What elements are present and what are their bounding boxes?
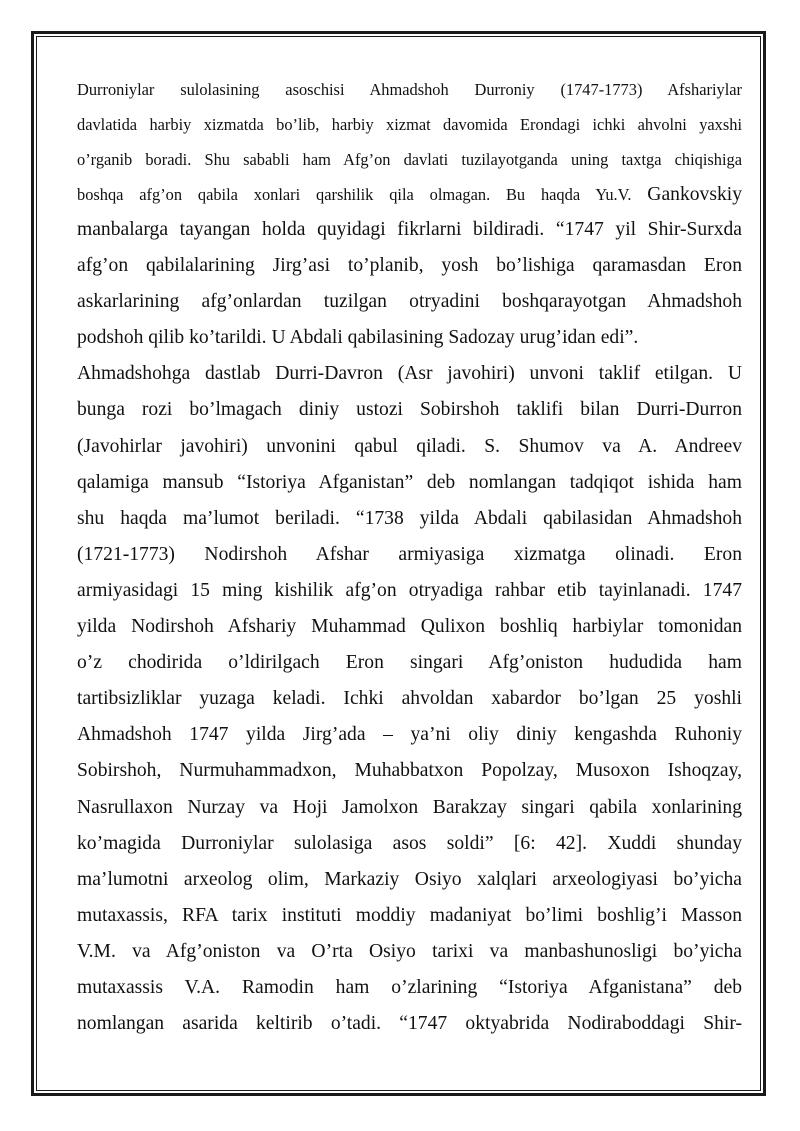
- text-line: (1721-1773) Nodirshoh Afshar armiyasiga xizmatga olinadi. Eron: [77, 543, 742, 565]
- text-line: tartibsizliklar yuzaga keladi. Ichki ahvoldan xabardor bo’lgan 25 yoshli: [77, 688, 742, 710]
- text-line: V.M. va Afg’oniston va O’rta Osiyo tarixi va manbashunosligi bo’yicha: [77, 940, 742, 962]
- text-line: qalamiga mansub “Istoriya Afganistan” deb nomlangan tadqiqot ishida ham: [77, 471, 742, 493]
- document-body: [77, 72, 742, 1042]
- text-line: mutaxassis, RFA tarix instituti moddiy madaniyat bo’limi boshlig’i Masson: [77, 904, 742, 926]
- text-run: Gankovskiy: [647, 184, 742, 205]
- text-line: ma’lumotni arxeolog olim, Markaziy Osiyo xalqlari arxeologiyasi bo’yicha: [77, 868, 742, 890]
- text-line: Sobirshoh, Nurmuhammadxon, Muhabbatxon Popolzay, Musoxon Ishoqzay,: [77, 760, 742, 782]
- text-line: ko’magida Durroniylar sulolasiga asos soldi” [6: 42]. Xuddi shunday: [77, 832, 742, 854]
- text-line: Nasrullaxon Nurzay va Hoji Jamolxon Barakzay singari qabila xonlarining: [77, 796, 742, 818]
- text-line: Durroniylar sulolasining asoschisi Ahmadshoh Durroniy (1747-1773) Afshariylar: [77, 80, 742, 99]
- text-line: o’z chodirida o’ldirilgach Eron singari Afg’oniston hududida ham: [77, 652, 742, 674]
- text-line: armiyasidagi 15 ming kishilik afg’on otryadiga rahbar etib tayinlanadi. 1747: [77, 579, 742, 601]
- text-line: davlatida harbiy xizmatda bo’lib, harbiy xizmat davomida Erondagi ichki ahvolni yaxshi: [77, 115, 742, 134]
- text-line: afg’on qabilalarining Jirg’asi to’planib, yosh bo’lishiga qaramasdan Eron: [77, 255, 742, 277]
- text-line: nomlangan asarida keltirib o’tadi. “1747 oktyabrida Nodiraboddagi Shir-: [77, 1013, 742, 1035]
- text-line: Ahmadshohga dastlab Durri-Davron (Asr javohiri) unvoni taklif etilgan. U: [77, 363, 742, 385]
- text-line: manbalarga tayangan holda quyidagi fikrlarni bildiradi. “1747 yil Shir-Surxda: [77, 219, 742, 240]
- text-line: [77, 177, 742, 212]
- text-run: boshqa afg’on qabila xonlari qarshilik qila olmagan. Bu haqda Yu.V.: [77, 185, 632, 204]
- text-line: o’rganib boradi. Shu sababli ham Afg’on davlati tuzilayotganda uning taxtga chiqishiga: [77, 150, 742, 169]
- text-line: askarlarining afg’onlardan tuzilgan otryadini boshqarayotgan Ahmadshoh: [77, 291, 742, 313]
- text-line: bunga rozi bo’lmagach diniy ustozi Sobirshoh taklifi bilan Durri-Durron: [77, 399, 742, 421]
- text-line: Ahmadshoh 1747 yilda Jirg’ada – ya’ni oliy diniy kengashda Ruhoniy: [77, 724, 742, 746]
- text-line: (Javohirlar javohiri) unvonini qabul qiladi. S. Shumov va A. Andreev: [77, 435, 742, 457]
- text-line: mutaxassis V.A. Ramodin ham o’zlarining “Istoriya Afganistana” deb: [77, 976, 742, 998]
- text-line: yilda Nodirshoh Afshariy Muhammad Qulixon boshliq harbiylar tomonidan: [77, 616, 742, 638]
- text-line: shu haqda ma’lumot beriladi. “1738 yilda Abdali qabilasidan Ahmadshoh: [77, 507, 742, 529]
- text-line: podshoh qilib ko’tarildi. U Abdali qabilasining Sadozay urug’idan edi”.: [77, 327, 639, 349]
